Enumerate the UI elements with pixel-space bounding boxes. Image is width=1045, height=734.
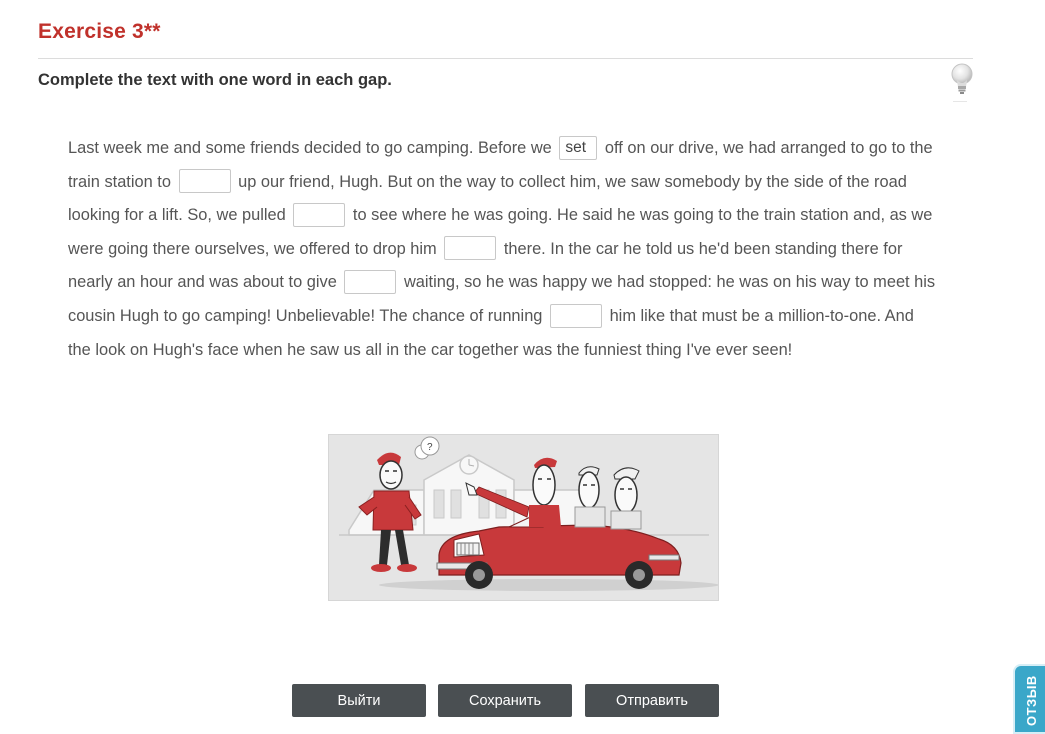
- passage-text: off on our drive, we had arranged to go to the train station to: [68, 139, 933, 191]
- passage-text: him like that must be a million-to-one. And the look on Hugh's face when he saw us all in the car together was the funniest thing I've ever seen!: [68, 306, 914, 359]
- exit-button[interactable]: Выйти: [292, 684, 426, 717]
- car-scene-image: [329, 435, 718, 600]
- passage-text: to see where he was going. He said he was going to the train station and, as we were going there ourselves, we offered to drop him: [68, 206, 933, 258]
- submit-button[interactable]: Отправить: [585, 684, 719, 717]
- exercise-passage: [68, 132, 938, 367]
- exercise-instruction: Complete the text with one word in each gap.: [38, 71, 392, 89]
- title-divider: [38, 58, 973, 59]
- hint-divider: [953, 101, 967, 102]
- gap-input-4[interactable]: [444, 236, 496, 260]
- gap-input-1[interactable]: [559, 136, 597, 160]
- feedback-tab-label: ОТЗЫВ: [1024, 675, 1039, 726]
- passage-text: there. In the car he told us he'd been standing there for nearly an hour and was about to give: [68, 239, 903, 292]
- save-button[interactable]: Сохранить: [438, 684, 572, 717]
- feedback-tab[interactable]: [1013, 664, 1045, 734]
- gap-input-2[interactable]: [179, 169, 231, 193]
- gap-input-3[interactable]: [293, 203, 345, 227]
- svg-text:?: ?: [427, 442, 433, 453]
- gap-input-6[interactable]: [550, 304, 602, 328]
- passage-text: Last week me and some friends decided to go camping. Before we: [68, 139, 552, 157]
- exercise-title: Exercise 3**: [38, 20, 161, 43]
- passage-text: up our friend, Hugh. But on the way to collect him, we saw somebody by the side of the road looking for a lift. So, we pulled: [68, 172, 907, 225]
- passage-text: waiting, so he was happy we had stopped: he was on his way to meet his cousin Hugh to go camping! Unbelievable! The chance of running: [68, 273, 936, 325]
- lightbulb-icon: [947, 62, 977, 102]
- hint-button[interactable]: [947, 62, 977, 102]
- story-illustration: [328, 434, 719, 601]
- gap-input-5[interactable]: [344, 270, 396, 294]
